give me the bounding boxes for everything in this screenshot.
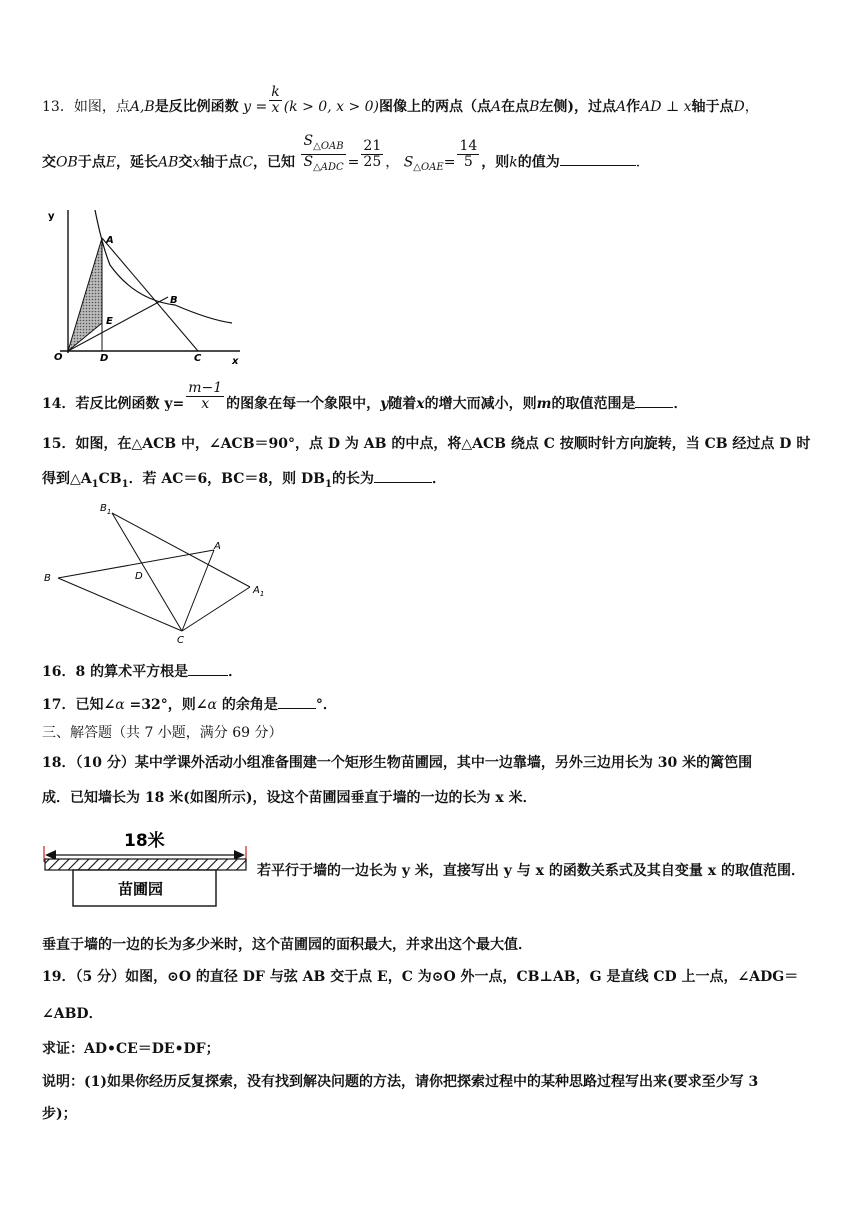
var-y: y: [380, 396, 389, 412]
frac-num: 21: [363, 137, 382, 154]
q18-line-2: 成．已知墙长为 18 米(如图所示)，设这个苗圃园垂直于墙的一边的长为 x 米．: [42, 790, 537, 806]
fig-label-e: E: [106, 316, 113, 327]
q13-text: ，已知: [253, 154, 296, 171]
sub: 1: [325, 478, 332, 490]
q13-shaded-triangle: [68, 238, 102, 351]
q14-fraction: [186, 381, 224, 412]
q13-text: ，延长: [116, 154, 158, 171]
q13-text: 交: [178, 154, 193, 171]
fig-label-y: y: [48, 211, 55, 222]
q13-text: ，则: [481, 154, 510, 171]
q15-text: ．若 AC＝6，BC＝8，则 DB: [128, 471, 326, 487]
fig-label-a: A: [214, 541, 221, 552]
pt-a: A: [616, 99, 627, 115]
fig-label-d: D: [135, 571, 143, 582]
q15-answer-blank[interactable]: [374, 482, 432, 483]
q14-text: 随着: [388, 396, 417, 412]
q13-figure: [40, 205, 250, 365]
q14-text: 的取值范围是: [551, 396, 636, 412]
q13-text: 轴于点: [200, 154, 243, 171]
q14-text: 14．若反比例函数 y=: [42, 396, 185, 412]
q13-text: 作: [626, 99, 641, 115]
s-sub: △ADC: [313, 161, 344, 173]
s-symbol: S: [403, 154, 414, 171]
q19-prove: 求证：AD•CE＝DE•DF；: [42, 1041, 220, 1057]
q17-answer-blank[interactable]: [278, 708, 316, 709]
q13-text: ．: [635, 154, 650, 171]
pt-b: B: [529, 99, 540, 115]
q13-ratio-fraction: [301, 134, 345, 175]
comma: ，: [385, 154, 400, 171]
q13-text: 在点: [501, 99, 530, 115]
frac-den: [301, 155, 345, 175]
q18-figure: [40, 828, 252, 908]
label-main: B: [100, 503, 107, 514]
q16-text: 16．8 的算术平方根是: [42, 664, 189, 680]
seg-ob: OB: [56, 154, 78, 171]
q17-line: [42, 694, 337, 714]
q18-line-1: 18．（10 分）某中学课外活动小组准备围建一个矩形生物苗圃园，其中一边靠墙，另外三边用长为 30 米的篱笆围: [42, 755, 753, 771]
seg-ab: AB: [158, 154, 179, 171]
var-x: x: [416, 396, 425, 412]
q19-line-1: 19．（5 分）如图，⊙O 的直径 DF 与弦 AB 交于点 E，C 为⊙O 外一点，CB⊥AB，G 是直线 CD 上一点，∠ADG＝: [42, 969, 799, 985]
hyperbola-curve: [95, 210, 232, 323]
q16-text: ．: [228, 664, 243, 680]
var-k: k: [509, 154, 518, 171]
q13-text: 图像上的两点（点: [379, 99, 491, 115]
s-sub: △OAE: [413, 162, 444, 174]
q13-func-condition: (k > 0, x > 0): [283, 99, 379, 115]
q18-line-3: 若平行于墙的一边长为 y 米，直接写出 y 与 x 的函数关系式及其自变量 x 的取值范围．: [257, 863, 805, 879]
wall-length-label: 18米: [124, 831, 165, 851]
q17-text: =32°，则∠: [124, 697, 208, 713]
q14-text: ．: [673, 396, 688, 412]
q13-answer-blank[interactable]: [560, 165, 636, 166]
q14-answer-blank[interactable]: [635, 407, 673, 408]
sub: 1: [91, 478, 99, 490]
segment-bc: [58, 578, 182, 631]
label-sub: 1: [106, 508, 112, 516]
q14-text: 的增大而减小，则: [424, 396, 537, 412]
s-sub: △OAB: [313, 140, 344, 152]
frac-den: 5: [463, 153, 473, 170]
q15-line-1: 15．如图，在△ACB 中，∠ACB＝90°，点 D 为 AB 的中点，将△ACB 绕点 C 按顺时针方向旋转，当 CB 经过点 D 时: [42, 436, 811, 452]
q19-note-2: 步)；: [42, 1106, 77, 1122]
fig-label-b: B: [44, 573, 51, 584]
segment-b1c: [112, 513, 182, 631]
q15-text: ．: [431, 471, 446, 487]
q15-figure: [38, 495, 278, 650]
fig-label-c: C: [194, 353, 202, 364]
segment-a1c: [182, 587, 250, 631]
fig-label-b1: [100, 503, 111, 516]
alpha: α: [207, 697, 217, 713]
segment-b1a1: [112, 513, 250, 587]
q13-text: 的值为: [517, 154, 560, 171]
q16-line: [42, 661, 242, 681]
sub: 1: [121, 478, 129, 490]
q13-line-1: [42, 83, 759, 116]
label-main: A: [253, 585, 260, 596]
q14-line: [42, 379, 688, 413]
q17-text: 17．已知∠: [42, 697, 116, 713]
q13-func-lhs: y =: [243, 99, 268, 115]
fig-label-o: O: [54, 352, 63, 363]
wall-hatched: [45, 859, 246, 870]
frac-num: 14: [459, 137, 478, 154]
equals: =: [443, 154, 456, 171]
q13-text: ，: [744, 99, 759, 115]
frac-num: k: [271, 83, 280, 100]
q13-text: 轴于点: [691, 99, 734, 115]
garden-label: 苗圃园: [118, 880, 164, 898]
q15-text: 得到△A: [42, 471, 92, 487]
section-3-heading: 三、解答题（共 7 小题，满分 69 分）: [42, 725, 283, 741]
q19-note-1: 说明：(1)如果你经历反复探索，没有找到解决问题的方法，请你把探索过程中的某种思路过程写出来(要求至少写 3: [42, 1074, 759, 1090]
fig-label-b: B: [170, 295, 178, 306]
pt-e: E: [105, 154, 116, 171]
s-symbol: S: [303, 133, 314, 149]
q15-text: CB: [98, 471, 122, 487]
frac-den: x: [271, 99, 280, 116]
q13-perp: AD ⊥ x: [640, 99, 692, 115]
pt-d: D: [733, 99, 745, 115]
q18-line-4: 垂直于墙的一边的长为多少米时，这个苗圃园的面积最大，并求出这个最大值．: [42, 937, 532, 953]
axis-x: x: [192, 154, 201, 171]
q13-text: 于点: [77, 154, 106, 171]
q16-answer-blank[interactable]: [188, 675, 228, 676]
q13-points-ab: A,B: [129, 99, 155, 115]
fig-label-d: D: [100, 353, 109, 364]
frac-num: [301, 134, 345, 155]
frac-num: m−1: [188, 379, 223, 396]
q13-text: 13．如图，点: [42, 99, 130, 115]
q13-text: 是反比例函数: [154, 99, 239, 115]
fig-label-a1: [252, 585, 264, 598]
q13-text: 左侧)，过点: [539, 99, 617, 115]
segment-ac: [182, 550, 214, 631]
q15-line-2: [42, 468, 446, 490]
q17-text: °．: [315, 697, 337, 713]
equals: =: [347, 154, 360, 171]
q13-line-2: [42, 133, 650, 175]
q17-text: 的余角是: [216, 697, 278, 713]
fig-label-a: A: [106, 235, 114, 246]
frac-den: 25: [363, 153, 382, 170]
s-symbol: S: [303, 153, 314, 170]
q13-func-fraction: [269, 85, 281, 116]
fig-label-x: x: [232, 356, 239, 365]
q13-text: 交: [42, 154, 56, 171]
q15-text: 的长为: [331, 471, 374, 487]
alpha: α: [115, 697, 125, 713]
pt-a: A: [491, 99, 502, 115]
label-sub: 1: [259, 590, 265, 598]
q13-ratio-value: [361, 139, 383, 170]
var-m: m: [536, 396, 552, 412]
q13-oae-value: [457, 139, 479, 170]
q19-line-2: ∠ABD．: [42, 1006, 103, 1022]
pt-c: C: [242, 154, 254, 171]
fig-label-c: C: [177, 635, 184, 646]
segment-ac: [102, 238, 198, 351]
frac-den: x: [201, 395, 210, 412]
q14-text: 的图象在每一个象限中，: [226, 396, 381, 412]
